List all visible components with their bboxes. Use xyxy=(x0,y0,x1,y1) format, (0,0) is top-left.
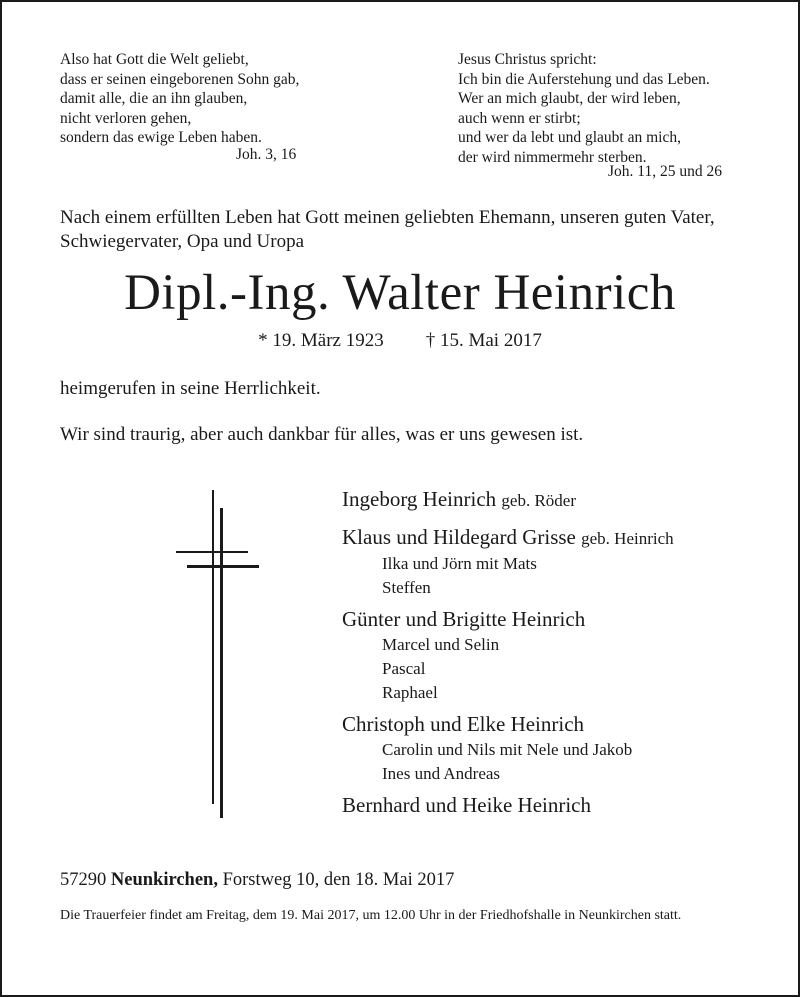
birth-date: * 19. März 1923 xyxy=(258,330,384,351)
verse-right xyxy=(458,50,710,167)
family-name: Klaus und Hildegard Grisse xyxy=(342,525,576,549)
verse-right-line: Ich bin die Auferstehung und das Leben. xyxy=(458,70,710,88)
family-member: Bernhard und Heike Heinrich xyxy=(342,793,591,817)
intro-text xyxy=(60,206,760,254)
verse-right-line: Wer an mich glaubt, der wird leben, xyxy=(458,90,681,107)
verse-left-line: damit alle, die an ihn glauben, xyxy=(60,90,248,107)
verse-left-line: dass er seinen eingeborenen Sohn gab, xyxy=(60,70,300,88)
verse-left-reference: Joh. 3, 16 xyxy=(236,146,297,163)
intro-line: Schwiegervater, Opa und Uropa xyxy=(60,231,305,252)
grandchildren: Carolin und Nils mit Nele und Jakob xyxy=(382,740,633,759)
grandchildren: Ilka und Jörn mit Mats xyxy=(382,554,537,573)
family-list xyxy=(342,486,674,819)
verse-right-line: auch wenn er stirbt; xyxy=(458,109,581,127)
grateful-text: Wir sind traurig, aber auch dankbar für alles, was er uns gewesen ist. xyxy=(60,424,584,445)
verse-right-line: Jesus Christus spricht: xyxy=(458,51,597,68)
postal-code: 57290 xyxy=(60,870,107,890)
verse-right-reference: Joh. 11, 25 und 26 xyxy=(608,163,722,180)
verse-left-line: Also hat Gott die Welt geliebt, xyxy=(60,51,249,68)
family-member xyxy=(342,524,674,552)
verse-left-line: sondern das ewige Leben haben. xyxy=(60,129,262,146)
life-dates xyxy=(0,330,800,352)
maiden-name: geb. Heinrich xyxy=(581,529,674,548)
funeral-notice: Die Trauerfeier findet am Freitag, dem 19. Mai 2017, um 12.00 Uhr in der Friedhofshalle in Neunkirchen statt. xyxy=(60,908,682,923)
death-date: † 15. Mai 2017 xyxy=(425,330,542,351)
family-name: Ingeborg Heinrich xyxy=(342,487,497,511)
cross-icon xyxy=(170,490,265,820)
grandchildren: Marcel und Selin xyxy=(382,635,500,654)
verse-right-line: der wird nimmermehr sterben. xyxy=(458,148,647,166)
family-member: Christoph und Elke Heinrich xyxy=(342,712,585,736)
city: Neunkirchen, xyxy=(110,870,218,890)
street-date: Forstweg 10, den 18. Mai 2017 xyxy=(222,870,455,890)
grandchildren: Pascal xyxy=(382,659,426,678)
verse-right-line: und wer da lebt und glaubt an mich, xyxy=(458,129,681,146)
intro-line: Nach einem erfüllten Leben hat Gott meinen geliebten Ehemann, unseren guten Vater, xyxy=(60,207,715,228)
verse-left-line: nicht verloren gehen, xyxy=(60,109,192,127)
grandchildren: Raphael xyxy=(382,683,438,702)
maiden-name: geb. Röder xyxy=(501,491,576,510)
family-member: Günter und Brigitte Heinrich xyxy=(342,607,586,631)
grandchildren: Steffen xyxy=(382,578,431,597)
verse-left xyxy=(60,50,299,148)
deceased-name: Dipl.-Ing. Walter Heinrich xyxy=(124,265,676,321)
family-member xyxy=(342,486,674,514)
address-line xyxy=(60,870,454,891)
called-home-text: heimgerufen in seine Herrlichkeit. xyxy=(60,378,321,399)
grandchildren: Ines und Andreas xyxy=(382,764,501,783)
